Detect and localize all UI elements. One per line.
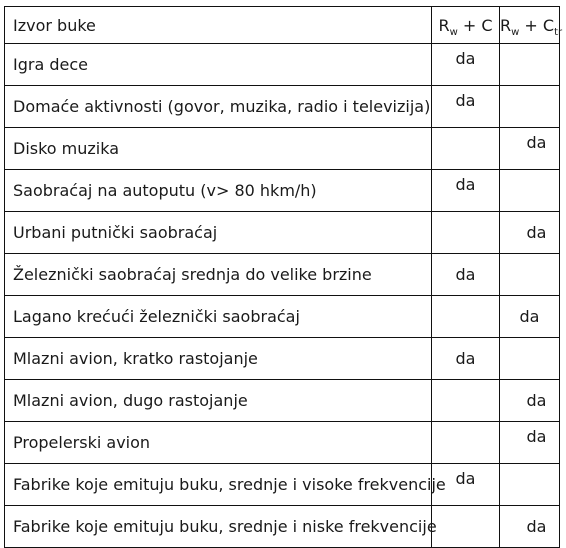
table-row — [5, 44, 560, 86]
table-row — [5, 338, 560, 380]
row-source: Fabrike koje emituju buku, srednje i niske frekvencije — [5, 506, 432, 548]
row-source: Disko muzika — [5, 128, 432, 170]
row-mark-ctr: da — [500, 128, 560, 170]
table-row — [5, 254, 560, 296]
row-source: Igra dece — [5, 44, 432, 86]
row-mark-c: da — [432, 254, 500, 296]
header-rw-ctr: $R_w + C_{tr}$ — [500, 7, 560, 44]
header-rw-c: $R_w + C$ — [432, 7, 500, 44]
table-row — [5, 296, 560, 338]
row-source: Domaće aktivnosti (govor, muzika, radio i televizija) — [5, 86, 432, 128]
row-source: Železnički saobraćaj srednja do velike brzine — [5, 254, 432, 296]
row-mark-c — [432, 422, 500, 464]
row-mark-ctr — [500, 464, 560, 506]
table-row — [5, 170, 560, 212]
header-source: Izvor buke — [5, 7, 432, 44]
row-mark-c: da — [432, 170, 500, 212]
noise-source-table — [4, 6, 563, 548]
row-mark-ctr — [500, 170, 560, 212]
row-mark-ctr: da — [500, 506, 560, 548]
row-mark-ctr — [500, 44, 560, 86]
row-source: Saobraćaj na autoputu (v> 80 hkm/h) — [5, 170, 432, 212]
row-source: Propelerski avion — [5, 422, 432, 464]
row-mark-c: da — [432, 338, 500, 380]
table-row — [5, 128, 560, 170]
row-source: Urbani putnički saobraćaj — [5, 212, 432, 254]
row-source: Mlazni avion, kratko rastojanje — [5, 338, 432, 380]
table-row — [5, 212, 560, 254]
row-mark-ctr — [500, 86, 560, 128]
row-mark-ctr: da — [500, 212, 560, 254]
table-row — [5, 380, 560, 422]
table-row — [5, 464, 560, 506]
row-mark-ctr: da — [500, 296, 560, 338]
row-mark-ctr — [500, 254, 560, 296]
row-source: Mlazni avion, dugo rastojanje — [5, 380, 432, 422]
table-row — [5, 422, 560, 464]
row-mark-c: da — [432, 44, 500, 86]
row-mark-c — [432, 212, 500, 254]
row-source: Lagano krećući železnički saobraćaj — [5, 296, 432, 338]
row-mark-c: da — [432, 86, 500, 128]
row-source: Fabrike koje emituju buku, srednje i visoke frekvencije — [5, 464, 432, 506]
row-mark-c — [432, 128, 500, 170]
table-header-row — [5, 7, 560, 44]
row-mark-c — [432, 296, 500, 338]
row-mark-ctr: da — [500, 380, 560, 422]
row-mark-c — [432, 380, 500, 422]
table-row — [5, 86, 560, 128]
row-mark-ctr — [500, 338, 560, 380]
row-mark-ctr: da — [500, 422, 560, 464]
row-mark-c: da — [432, 464, 500, 506]
